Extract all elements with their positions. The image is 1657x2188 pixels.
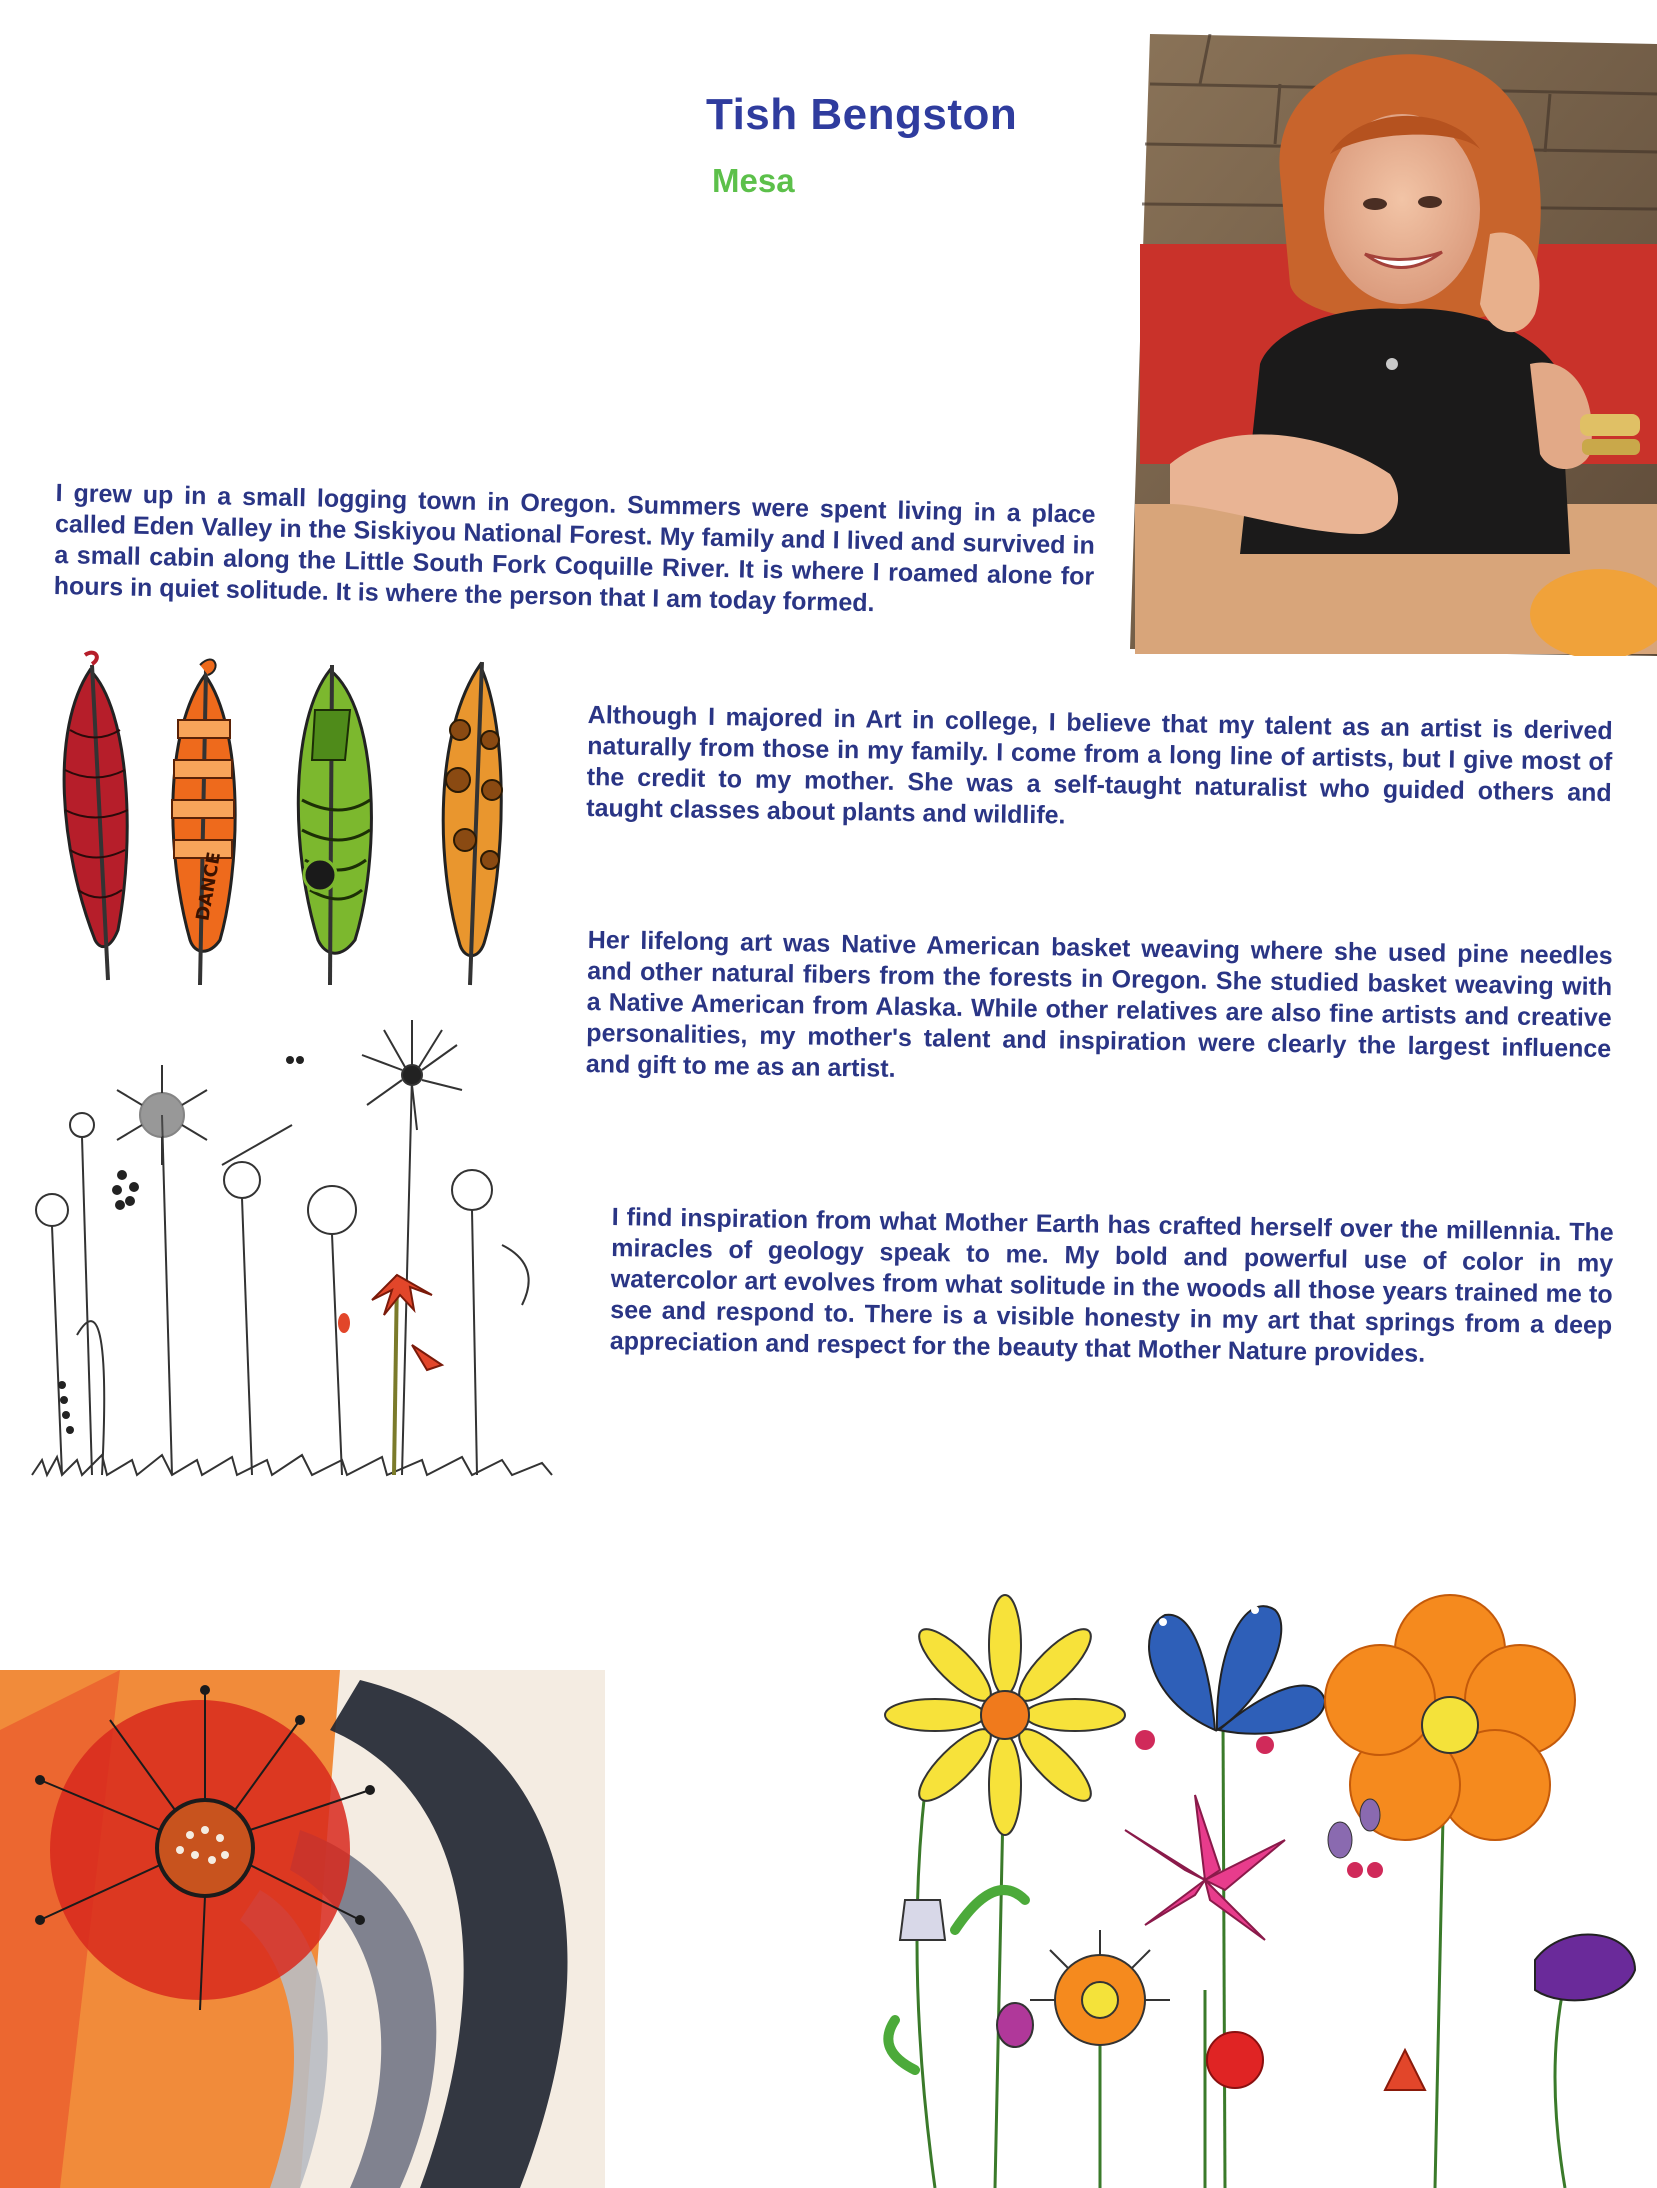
artist-portrait-photo <box>1130 34 1657 656</box>
pink-lily-illustration <box>1125 1795 1285 1940</box>
bio-paragraph-1: I grew up in a small logging town in Oregon. Summers were spent living in a place called Eden Valley in the Siskiyou National Forest. My family and I lived and survived in a small cabin along the Little South Fork Coquille River. It is where I roamed alone for hours in quiet solitude. It is where the person that I am today formed. <box>53 478 1096 618</box>
bio-paragraph-2: Although I majored in Art in college, I believe that my talent as an artist is derived naturally from those in my family. I come from a long line of artists, but I give most of the credit to my mother. She was a self-taught naturalist who guided others and taught classes about plants and wildlife. <box>586 700 1613 830</box>
feather-lettering: DANCE <box>192 850 226 923</box>
yellow-daisy-illustration <box>885 1595 1125 1835</box>
orange-feather-illustration <box>172 660 235 985</box>
blue-flower-illustration <box>1149 1606 1325 1734</box>
red-flower-watercolor-painting <box>0 1670 605 2188</box>
bio-paragraph-3: Her lifelong art was Native American basket weaving where she used pine needles and other natural fibers from the forests in Oregon. She studied basket weaving with a Native American from Alaska. While other relatives are also fine artists and creative personalities, my mother's talent and inspiration were clearly the largest influence and gift to me as an artist. <box>585 925 1613 1083</box>
green-feather-illustration <box>298 665 371 985</box>
purple-flower-illustration <box>1535 1935 1635 2001</box>
artist-city: Mesa <box>712 162 795 199</box>
bio-paragraph-4: I find inspiration from what Mother Earth has crafted herself over the millennia. The miracles of geology speak to me. My bold and powerful use of color in my watercolor art evolves from what solitude in the woods all those years trained me to see and respond to. There is a visible honesty in my art that springs from a deep appreciation and respect for the beauty that Mother Nature provides. <box>609 1202 1614 1368</box>
orange-sunburst-flower-illustration <box>1030 1930 1170 2045</box>
amber-feather-illustration <box>443 662 502 985</box>
ink-flowers-drawing <box>22 1005 577 1505</box>
artist-name: Tish Bengston <box>706 90 1018 139</box>
red-feather-illustration <box>64 653 128 980</box>
feathers-artwork <box>40 650 520 990</box>
orange-flower-illustration <box>1325 1595 1575 1840</box>
red-rose-illustration <box>1207 2032 1263 2088</box>
colorful-flowers-watercolor-painting <box>845 1570 1657 2188</box>
